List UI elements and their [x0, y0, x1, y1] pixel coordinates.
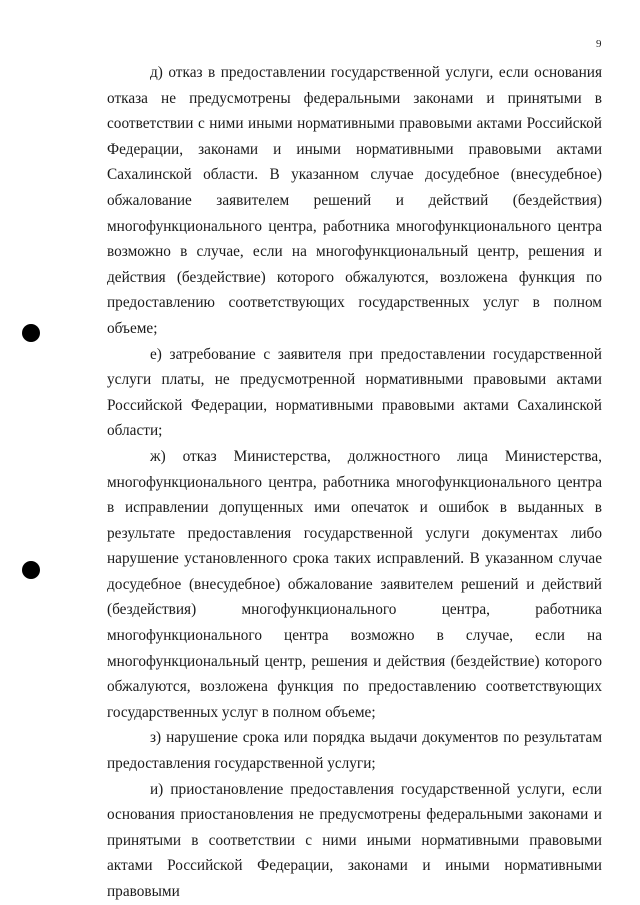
punch-hole-icon	[22, 561, 40, 579]
paragraph-zh: ж) отказ Министерства, должностного лица Министерства, многофункционального центра, работника многофункционального центра в исправлении допущенных ими опечаток и ошибок в выданных в результате предоставления государственной услуги документах либо нарушение установленного срока таких исправлений. В указанном случае досудебное (внесудебное) обжалование заявителем решений и действий (бездействия) многофункционального центра, работника многофункционального центра возможно в случае, если на многофункциональный центр, решения и действия (бездействие) которого обжалуются, возложена функция по предоставлению соответствующих государственных услуг в полном объеме;	[107, 447, 602, 721]
paragraph-z: з) нарушение срока или порядка выдачи документов по результатам предоставления государственной услуги;	[107, 729, 602, 773]
paragraph-e: е) затребование с заявителя при предоставлении государственной услуги платы, не предусмотренной нормативными правовыми актами Российской Федерации, нормативными правовыми актами Сахалинской области;	[107, 345, 602, 440]
document-body	[107, 60, 602, 905]
paragraph-i: и) приостановление предоставления государственной услуги, если основания приостановления не предусмотрены федеральными законами и принятыми в соответствии с ними иными нормативными правовыми актами Российской Федерации, законами и иными нормативными правовыми	[107, 780, 602, 900]
page-number: 9	[596, 38, 602, 50]
paragraph-d: д) отказ в предоставлении государственной услуги, если основания отказа не предусмотрены федеральными законами и принятыми в соответствии с ними иными нормативными правовыми актами Российской Федерации, законами и иными нормативными правовыми актами Сахалинской области. В указанном случае досудебное (внесудебное) обжалование заявителем решений и действий (бездействия) многофункционального центра, работника многофункционального центра возможно в случае, если на многофункциональный центр, решения и действия (бездействие) которого обжалуются, возложена функция по предоставлению соответствующих государственных услуг в полном объеме;	[107, 64, 602, 337]
punch-hole-icon	[22, 324, 40, 342]
